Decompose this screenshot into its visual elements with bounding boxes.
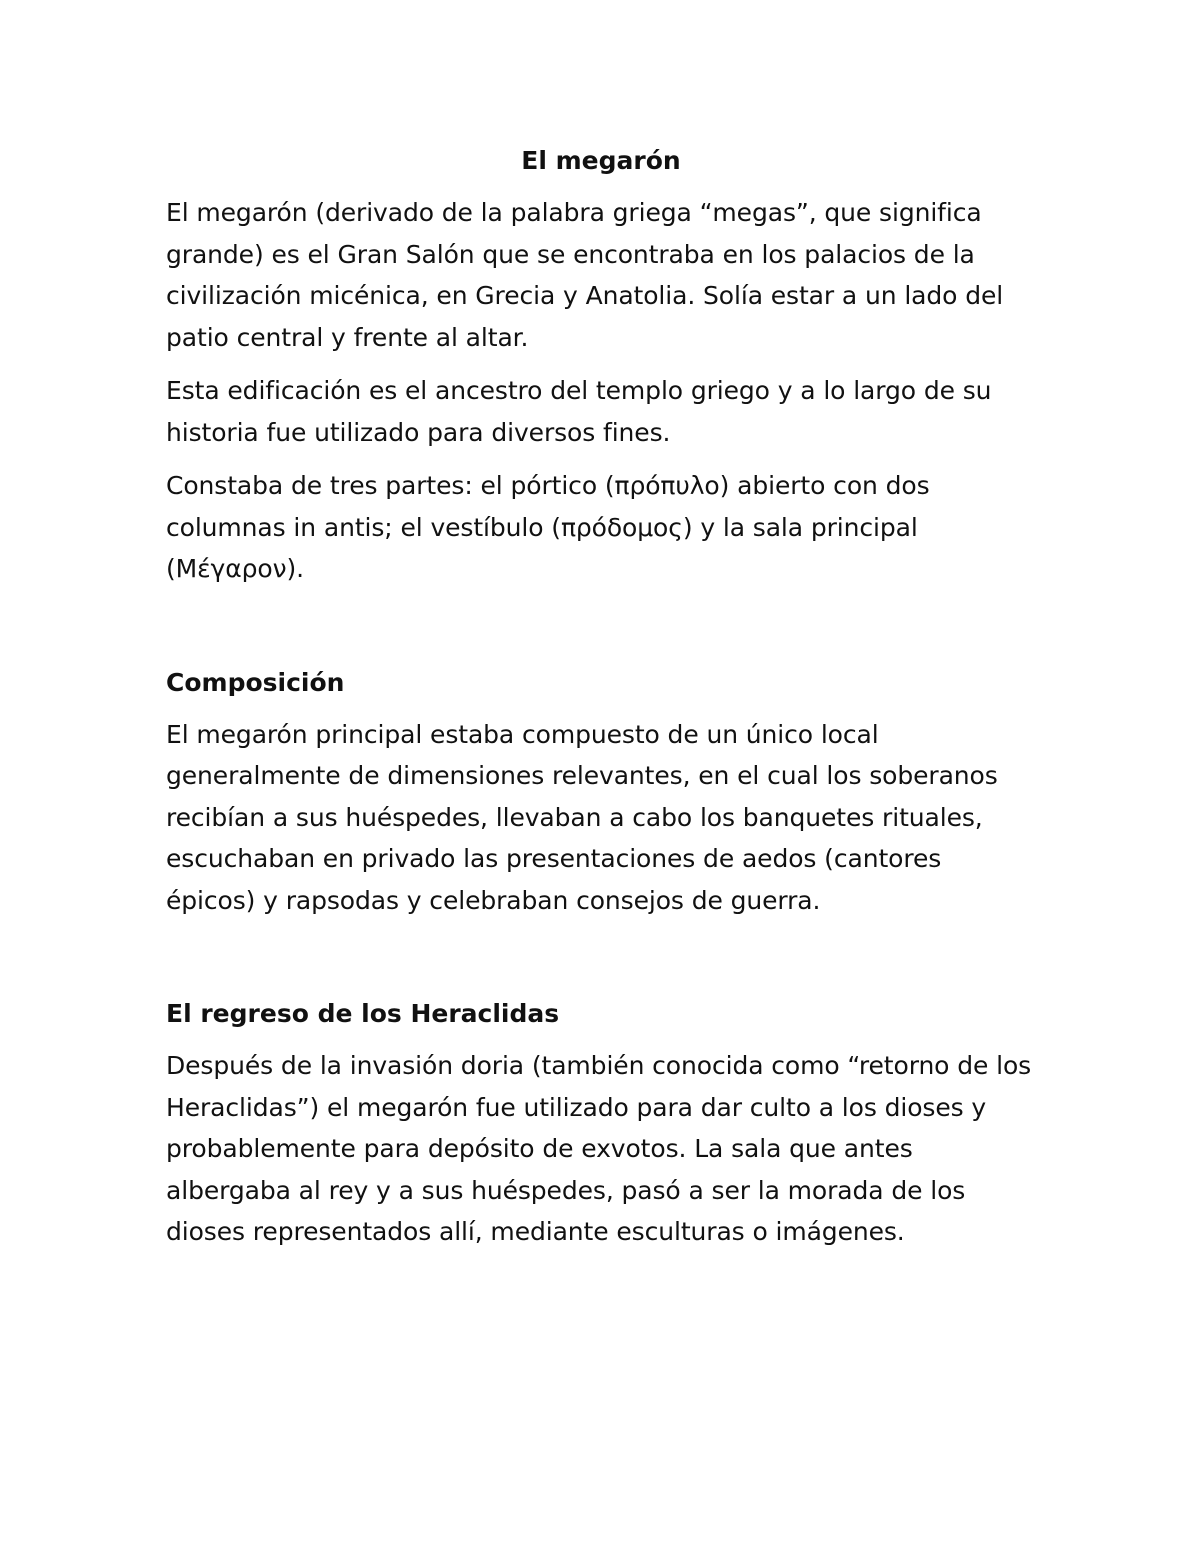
section-gap bbox=[166, 602, 1036, 664]
document-title: El megarón bbox=[521, 146, 681, 175]
intro-paragraph-1: El megarón (derivado de la palabra griega “megas”, que significa grande) es el Gran Salón que se encontraba en los palacios de la civilización micénica, en Grecia y Anatolia. Solía estar a un lado del patio central y frente al altar. bbox=[166, 198, 1004, 352]
section-paragraph-heraclidas: Después de la invasión doria (también conocida como “retorno de los Heraclidas”) el megarón fue utilizado para dar culto a los dioses y probablemente para depósito de exvotos. La sala que antes albergaba al rey y a sus huéspedes, pasó a ser la morada de los dioses representados allí, mediante esculturas o imágenes. bbox=[166, 1051, 1032, 1246]
section-heading-composicion: Composición bbox=[166, 667, 345, 697]
section-paragraph-composicion: El megarón principal estaba compuesto de un único local generalmente de dimensiones relevantes, en el cual los soberanos recibían a sus huéspedes, llevaban a cabo los banquetes rituales, escuchaban en privado las presentaciones de aedos (cantores épicos) y rapsodas y celebraban consejos de guerra. bbox=[166, 719, 998, 915]
document-body bbox=[166, 142, 1036, 1265]
intro-paragraph-3: Constaba de tres partes: el pórtico (πρόπυλο) abierto con dos columnas in antis; el vestíbulo (πρόδομος) y la sala principal (Μέγαρον). bbox=[166, 471, 930, 583]
intro-paragraph-2: Esta edificación es el ancestro del templo griego y a lo largo de su historia fue utilizado para diversos fines. bbox=[166, 376, 992, 447]
section-gap bbox=[166, 933, 1036, 995]
section-heading-heraclidas: El regreso de los Heraclidas bbox=[166, 999, 560, 1028]
